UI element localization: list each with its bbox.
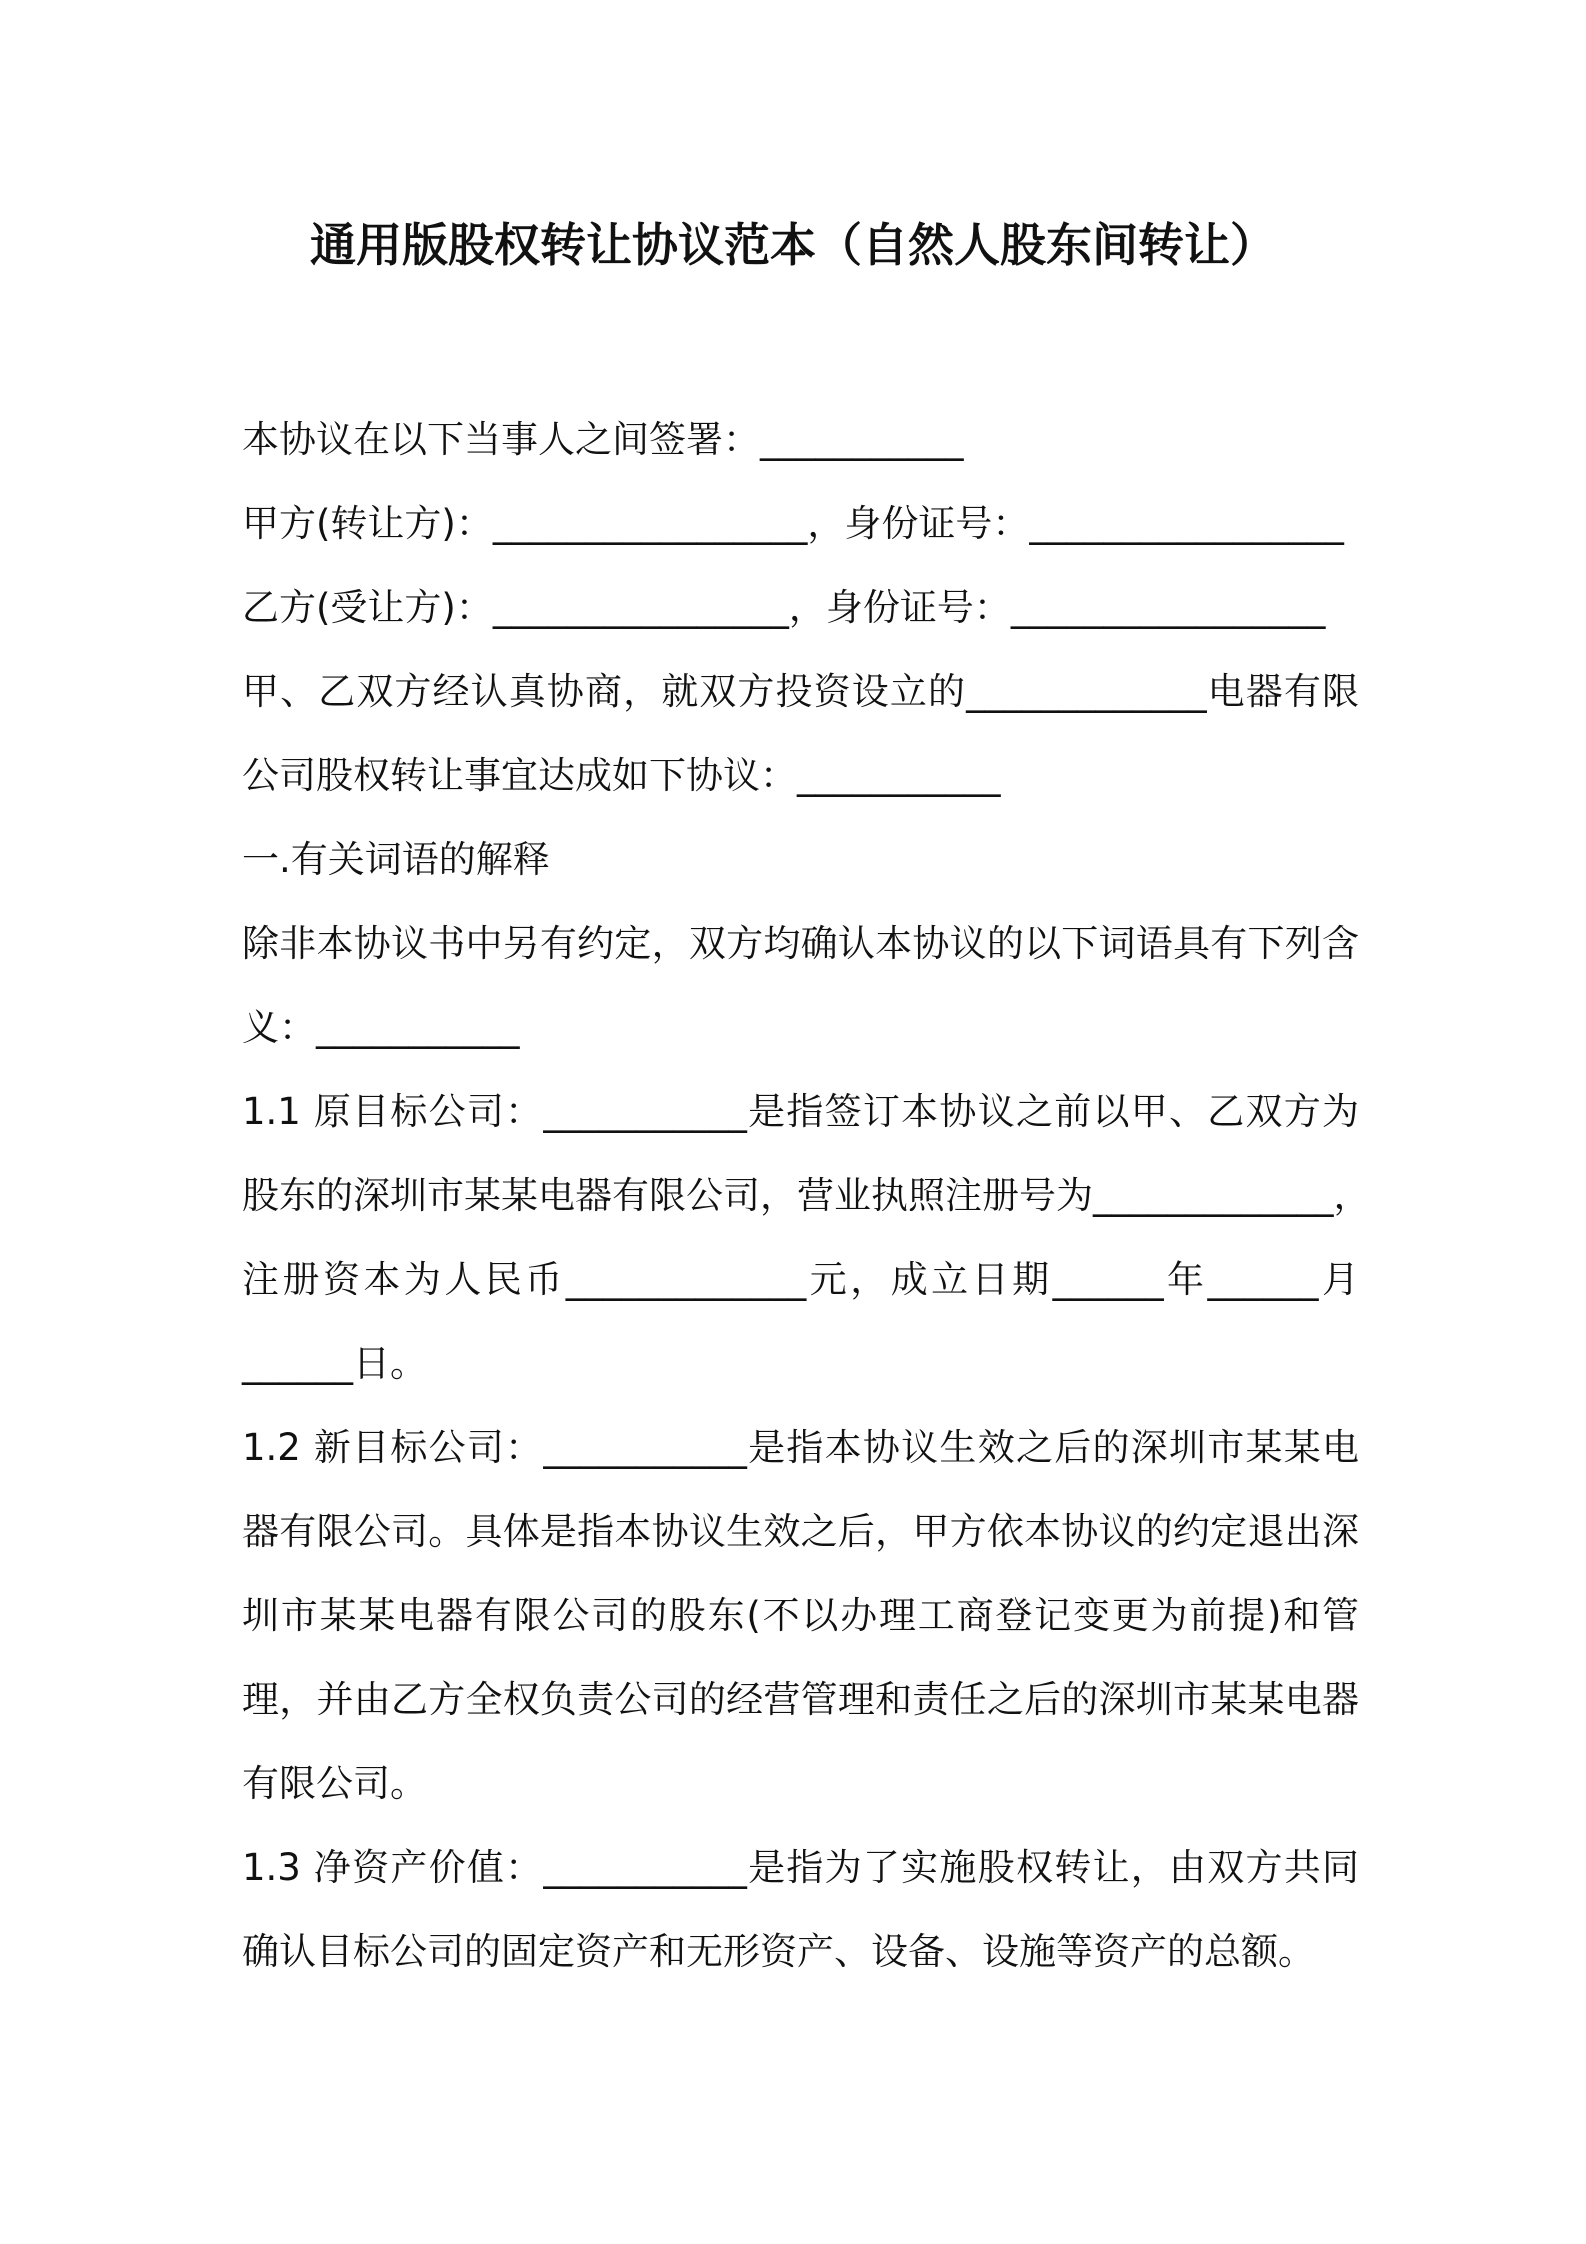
body-line: 器有限公司。具体是指本协议生效之后，甲方依本协议的约定退出深 — [242, 1510, 1359, 1553]
body-line: 本协议在以下当事人之间签署：___________ — [242, 418, 964, 461]
section-heading: 一.有关词语的解释 — [242, 838, 550, 881]
clause-line: 1.2 新目标公司：___________是指本协议生效之后的深圳市某某电 — [242, 1426, 1359, 1469]
document-body — [242, 398, 1371, 1994]
body-line: 乙方(受让方)：________________，身份证号：_________________ — [242, 586, 1326, 629]
body-line: 注册资本为人民币_____________元，成立日期______年______月 — [242, 1258, 1359, 1301]
body-line: ______日。 — [242, 1342, 427, 1385]
body-line: 确认目标公司的固定资产和无形资产、设备、设施等资产的总额。 — [242, 1930, 1315, 1973]
body-line: 甲方(转让方)：_________________，身份证号：_________________ — [242, 502, 1344, 545]
body-line: 股东的深圳市某某电器有限公司，营业执照注册号为_____________， — [242, 1174, 1371, 1217]
body-line: 除非本协议书中另有约定，双方均确认本协议的以下词语具有下列含 — [242, 922, 1359, 965]
body-line: 甲、乙双方经认真协商，就双方投资设立的_____________电器有限 — [242, 670, 1359, 713]
body-line: 理，并由乙方全权负责公司的经营管理和责任之后的深圳市某某电器 — [242, 1678, 1359, 1721]
body-line: 公司股权转让事宜达成如下协议：___________ — [242, 754, 1001, 797]
body-line: 有限公司。 — [242, 1762, 427, 1805]
clause-line: 1.3 净资产价值：___________是指为了实施股权转让，由双方共同 — [242, 1846, 1359, 1889]
clause-line: 1.1 原目标公司：___________是指签订本协议之前以甲、乙双方为 — [242, 1090, 1359, 1133]
body-line: 义：___________ — [242, 1006, 520, 1049]
document-title: 通用版股权转让协议范本（自然人股东间转让） — [310, 218, 1276, 272]
body-line: 圳市某某电器有限公司的股东(不以办理工商登记变更为前提)和管 — [242, 1594, 1359, 1637]
